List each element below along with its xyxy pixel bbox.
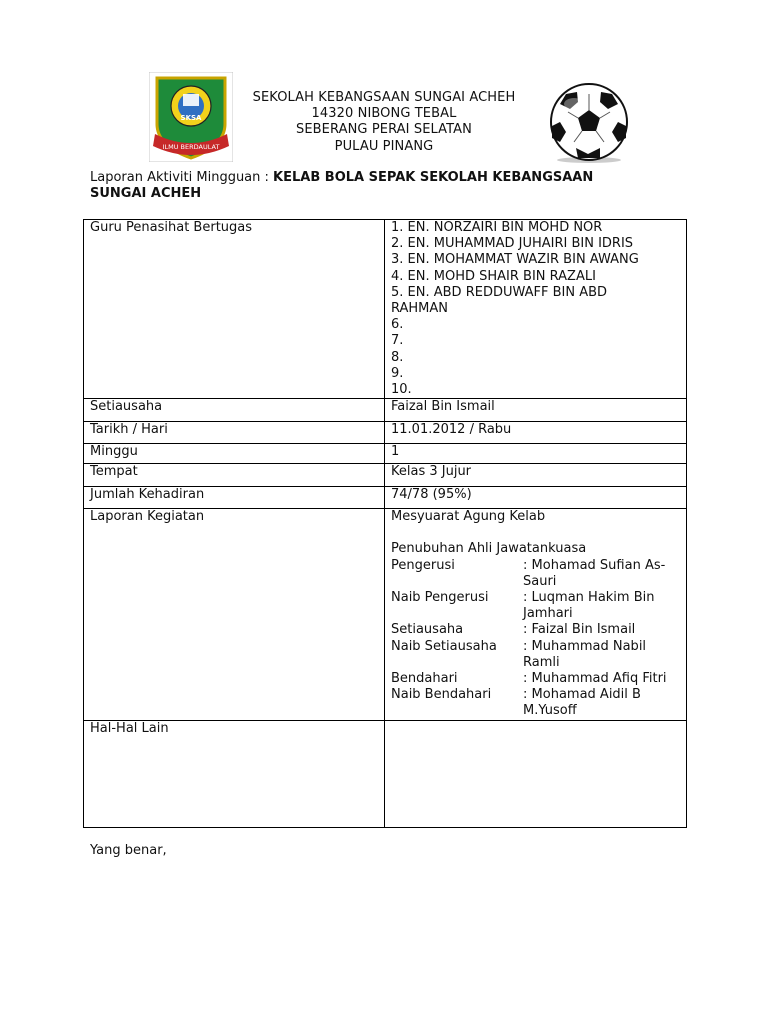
committee-member [391,622,680,638]
advisor-item: 1. EN. NORZAIRI BIN MOHD NOR [391,220,603,235]
activity-cell [385,509,687,720]
week-label: Minggu [84,444,385,464]
advisor-item: 3. EN. MOHAMMAT WAZIR BIN AWANG [391,252,639,268]
advisor-list [391,220,680,398]
table-row-place [84,464,687,487]
advisor-item: 10. [391,382,412,398]
attendance-value: 74/78 (95%) [385,487,687,509]
table-row-date [84,422,687,444]
committee-list [391,558,680,720]
committee-separator: : [523,622,528,638]
report-table [83,219,687,828]
committee-separator: : [523,557,528,573]
logo-motto: ILMU BERDAULAT [162,143,220,151]
committee-member-name: Muhammad Nabil Ramli [523,638,647,670]
advisor-item: 2. EN. MUHAMMAD JUHAIRI BIN IDRIS [391,236,634,252]
committee-member [391,671,680,687]
advisor-item: 8. [391,349,404,365]
closing-text: Yang benar, [90,843,167,858]
committee-separator: : [523,671,528,687]
activity-title: Mesyuarat Agung Kelab [391,509,546,525]
committee-member-name: Luqman Hakim Bin Jamhari [523,590,655,622]
advisor-label: Guru Penasihat Bertugas [84,220,385,399]
committee-name [523,622,680,638]
date-label: Tarikh / Hari [84,422,385,444]
table-row-week [84,444,687,464]
secretary-value: Faizal Bin Ismail [385,399,687,422]
advisor-item: 5. EN. ABD REDDUWAFF BIN ABD [391,284,608,300]
advisor-item: 4. EN. MOHD SHAIR BIN RAZALI [391,268,596,284]
committee-role: Naib Setiausaha [391,638,497,654]
committee-member [391,687,680,719]
committee-role: Naib Bendahari [391,687,492,703]
advisor-cell [385,220,687,399]
committee-heading: Penubuhan Ahli Jawatankuasa [391,541,587,557]
school-district: SEBERANG PERAI SELATAN [296,122,472,138]
committee-separator: : [523,638,528,654]
date-value: 11.01.2012 / Rabu [385,422,687,444]
week-value: 1 [385,444,687,464]
activity-label: Laporan Kegiatan [84,509,385,720]
other-label: Hal-Hal Lain [84,720,385,827]
committee-separator: : [523,590,528,606]
table-row-secretary [84,399,687,422]
advisor-item: RAHMAN [391,301,449,317]
committee-name [523,639,680,671]
advisor-item: 7. [391,333,404,349]
committee-member-name: Mohamad Aidil B M.Yusoff [523,687,641,719]
secretary-label: Setiausaha [84,399,385,422]
table-row-attendance [84,487,687,509]
committee-member [391,558,680,590]
school-state: PULAU PINANG [334,138,434,154]
advisor-item: 9. [391,365,404,381]
school-name: SEKOLAH KEBANGSAAN SUNGAI ACHEH [252,90,516,105]
committee-name [523,590,680,622]
committee-role: Setiausaha [391,622,464,638]
advisor-item: 6. [391,317,404,333]
table-row-advisors [84,220,687,399]
committee-member [391,639,680,671]
committee-separator: : [523,687,528,703]
committee-member-name: Muhammad Afiq Fitri [531,671,667,687]
committee-member [391,590,680,622]
other-value [385,720,687,827]
school-logo [149,72,233,162]
report-title-label: Laporan Aktiviti Mingguan : [90,170,269,185]
committee-member-name: Faizal Bin Ismail [531,622,636,638]
committee-name [523,687,680,719]
school-address: 14320 NIBONG TEBAL [311,106,457,122]
school-header [232,90,536,155]
committee-role: Bendahari [391,671,458,687]
committee-name [523,558,680,590]
table-row-activity [84,509,687,720]
logo-initials: SKSA [180,114,202,122]
committee-role: Pengerusi [391,557,455,573]
committee-member-name: Mohamad Sufian As-Sauri [523,557,666,589]
committee-role: Naib Pengerusi [391,590,489,606]
attendance-label: Jumlah Kehadiran [84,487,385,509]
place-label: Tempat [84,464,385,487]
committee-name [523,671,680,687]
table-row-other [84,720,687,827]
place-value: Kelas 3 Jujur [385,464,687,487]
football-icon [544,82,634,164]
report-title [90,170,650,203]
club-name: KELAB BOLA SEPAK SEKOLAH KEBANGSAAN SUNGAI ACHEH [90,170,594,202]
